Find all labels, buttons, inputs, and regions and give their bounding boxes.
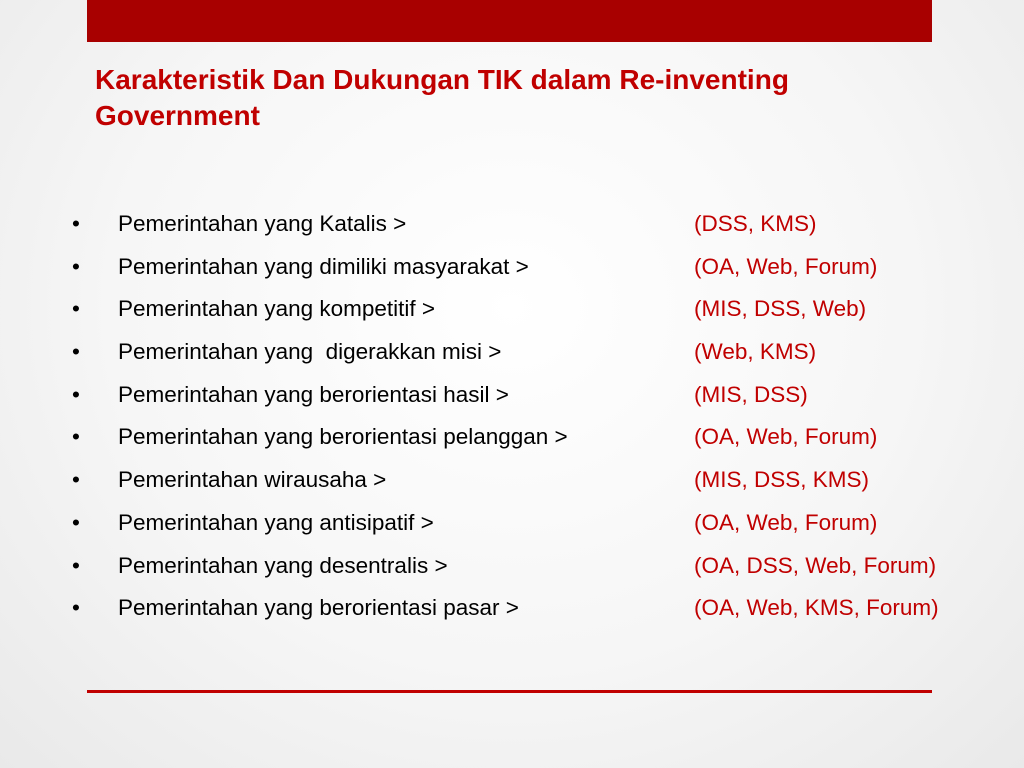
item-label: Pemerintahan yang berorientasi pelanggan > <box>118 424 568 450</box>
item-tools: (OA, Web, Forum) <box>694 509 878 535</box>
item-tools: (OA, Web, KMS, Forum) <box>694 595 939 621</box>
item-label: Pemerintahan yang digerakkan misi > <box>118 339 502 365</box>
list-item <box>72 374 1012 417</box>
list-item <box>72 459 1012 502</box>
item-label: Pemerintahan wirausaha > <box>118 467 387 493</box>
bottom-divider <box>87 690 932 693</box>
top-accent-bar <box>87 0 932 42</box>
list-item <box>72 416 1012 459</box>
bullet-icon: • <box>72 253 80 279</box>
bullet-icon: • <box>72 296 80 322</box>
list-item <box>72 246 1012 289</box>
item-tools: (OA, Web, Forum) <box>694 253 878 279</box>
bullet-icon: • <box>72 339 80 365</box>
bullet-icon: • <box>72 424 80 450</box>
list-item <box>72 203 1012 246</box>
item-tools: (Web, KMS) <box>694 339 817 365</box>
item-tools: (OA, DSS, Web, Forum) <box>694 552 937 578</box>
list-item <box>72 331 1012 374</box>
item-label: Pemerintahan yang antisipatif > <box>118 509 434 535</box>
item-label: Pemerintahan yang kompetitif > <box>118 296 436 322</box>
list-item <box>72 587 1012 630</box>
bullet-icon: • <box>72 552 80 578</box>
item-tools: (MIS, DSS) <box>694 381 808 407</box>
item-tools: (MIS, DSS, Web) <box>694 296 867 322</box>
item-label: Pemerintahan yang dimiliki masyarakat > <box>118 253 529 279</box>
list-item <box>72 545 1012 588</box>
item-tools: (DSS, KMS) <box>694 211 817 236</box>
item-label: Pemerintahan yang desentralis > <box>118 552 448 578</box>
bullet-icon: • <box>72 467 80 493</box>
bullet-icon: • <box>72 381 80 407</box>
list-item <box>72 502 1012 545</box>
bullet-icon: • <box>72 509 80 535</box>
item-tools: (OA, Web, Forum) <box>694 424 878 450</box>
bullet-list <box>72 203 1012 630</box>
item-label: Pemerintahan yang berorientasi pasar > <box>118 595 519 621</box>
item-tools: (MIS, DSS, KMS) <box>694 467 870 493</box>
slide-title: Karakteristik Dan Dukungan TIK dalam Re-inventing Government <box>95 64 789 131</box>
item-label: Pemerintahan yang Katalis > <box>118 211 407 236</box>
item-label: Pemerintahan yang berorientasi hasil > <box>118 381 509 407</box>
bullet-icon: • <box>72 211 80 236</box>
bullet-icon: • <box>72 595 80 621</box>
list-item <box>72 288 1012 331</box>
